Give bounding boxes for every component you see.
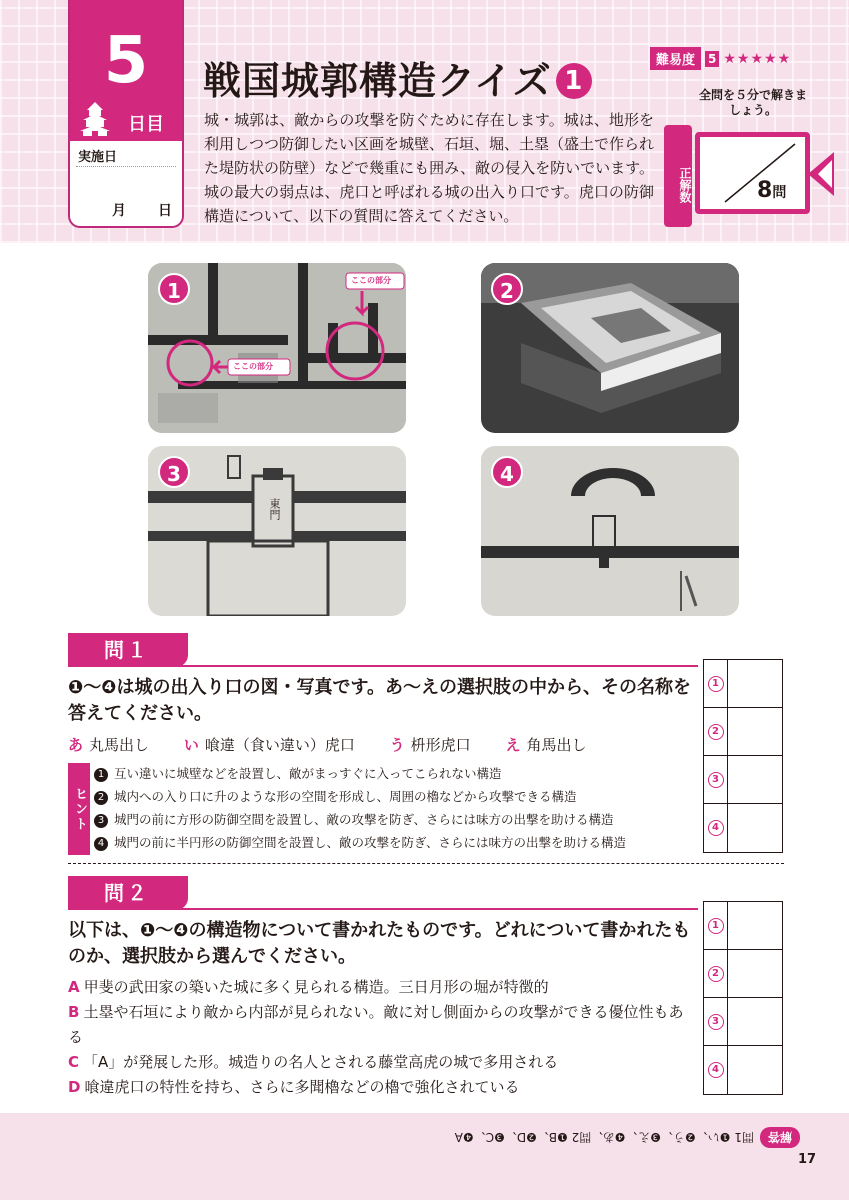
- photo-1-badge: 1: [158, 273, 190, 305]
- q1-option-i: 喰違（食い違い）虎口: [204, 736, 355, 754]
- photo-2: [481, 263, 739, 433]
- hint-item: [94, 831, 626, 854]
- q1-option-key-e: え: [505, 736, 521, 754]
- photo-2-badge: 2: [491, 273, 523, 305]
- time-note: 全問を５分で解きましょう。: [698, 88, 807, 117]
- answer-number: 2: [708, 966, 724, 982]
- difficulty-stars: ★★★★★: [723, 50, 792, 67]
- q1-tab: 問１: [68, 633, 188, 667]
- day-label: 日目: [128, 114, 164, 135]
- answer-row[interactable]: [704, 660, 782, 708]
- title-number: 1: [556, 63, 592, 99]
- answer-number: 4: [708, 1062, 724, 1078]
- month-label: 月: [112, 203, 126, 219]
- answer-row[interactable]: [704, 950, 782, 998]
- q2-option-key: A: [68, 978, 80, 996]
- q2-option-text: 甲斐の武田家の築いた城に多く見られる構造。三日月形の堀が特徴的: [83, 978, 549, 996]
- hint-text: 城門の前に方形の防御空間を設置し、敵の攻撃を防ぎ、さらには味方の出撃を助ける構造: [114, 812, 614, 827]
- hint-text: 互い違いに城壁などを設置し、敵がまっすぐに入ってこられない構造: [114, 766, 502, 781]
- photo-3-badge: 3: [158, 456, 190, 488]
- answer-row[interactable]: [704, 998, 782, 1046]
- q2-option: [68, 1000, 698, 1050]
- hint-number: 4: [94, 837, 108, 851]
- q1-options: [68, 734, 616, 755]
- answer-row[interactable]: [704, 804, 782, 852]
- q1-answer-grid: [703, 659, 783, 853]
- date-line: [76, 166, 176, 167]
- hint-text: 城内への入り口に升のような形の空間を形成し、周囲の櫓などから攻撃できる構造: [114, 789, 577, 804]
- q2-option-key: D: [68, 1078, 81, 1096]
- answer-number: 4: [708, 820, 724, 836]
- photo-1-label-b: ここの部分: [351, 276, 391, 285]
- hint-number: 3: [94, 814, 108, 828]
- section-divider: [68, 863, 784, 864]
- answer-text: 問1 ❶い、❷う、❸え、❹あ、問2 ❶B、❷D、❸C、❹A: [454, 1130, 754, 1144]
- q2-tab: 問２: [68, 876, 188, 910]
- q2-option: [68, 1050, 698, 1075]
- q2-answer-grid: [703, 901, 783, 1095]
- q2-option-key: C: [68, 1053, 80, 1071]
- score-box-pointer-inner: [818, 160, 832, 188]
- q1-option-key-u: う: [389, 736, 405, 754]
- answer-strip: [360, 1127, 800, 1148]
- correct-label: 正解数: [664, 125, 692, 227]
- answer-number: 2: [708, 724, 724, 740]
- day-number: 5: [103, 24, 149, 98]
- answer-number: 3: [708, 1014, 724, 1030]
- question-count-unit: 問: [772, 185, 787, 201]
- q1-option-e: 角馬出し: [526, 736, 587, 754]
- photo-1: [148, 263, 406, 433]
- hint-item: [94, 762, 626, 785]
- hint-list: [94, 762, 626, 854]
- q2-option-key: B: [68, 1003, 80, 1021]
- q1-text: ❶～❹は城の出入り口の図・写真です。あ～えの選択肢の中から、その名称を答えてください。: [68, 677, 692, 724]
- difficulty: [650, 47, 791, 70]
- q1-option-key-i: い: [183, 736, 199, 754]
- q1-option-u: 枡形虎口: [410, 736, 471, 754]
- answer-row[interactable]: [704, 902, 782, 950]
- answer-row[interactable]: [704, 756, 782, 804]
- question-count: [757, 178, 786, 203]
- answer-row[interactable]: [704, 1046, 782, 1094]
- castle-icon: [78, 100, 112, 136]
- difficulty-label: 難易度: [650, 47, 701, 70]
- answer-number: 3: [708, 772, 724, 788]
- q2-option-text: 土塁や石垣により敵から内部が見られない。敵に対し側面からの攻撃ができる優位性もある: [68, 1003, 684, 1046]
- page-title: [203, 50, 592, 105]
- photo-3-label: 東門: [268, 498, 281, 520]
- hint-text: 城門の前に半円形の防御空間を設置し、敵の攻撃を防ぎ、さらには味方の出撃を助ける構造: [114, 835, 627, 850]
- q1-option-a: 丸馬出し: [89, 736, 150, 754]
- hint-number: 1: [94, 768, 108, 782]
- question-count-number: 8: [757, 178, 773, 203]
- hint-item: [94, 808, 626, 831]
- q2-options: [68, 975, 698, 1100]
- title-text: 戦国城郭構造クイズ: [203, 59, 552, 103]
- photo-4-badge: 4: [491, 456, 523, 488]
- photo-4: [481, 446, 739, 616]
- q2-text: 以下は、❶～❹の構造物について書かれたものです。どれについて書かれたものか、選択肢から選んでください。: [68, 920, 691, 967]
- hint-number: 2: [94, 791, 108, 805]
- q2-option-text: 喰違虎口の特性を持ち、さらに多聞櫓などの櫓で強化されている: [84, 1078, 520, 1096]
- answer-row[interactable]: [704, 708, 782, 756]
- photo-3: [148, 446, 406, 616]
- page-number: 17: [798, 1152, 817, 1167]
- hint-label: ヒント: [68, 763, 90, 855]
- intro-text: 城・城郭は、敵からの攻撃を防ぐために存在します。城は、地形を利用しつつ防御したい区画を城壁、石垣、堀、土塁（盛土で作られた堤防状の防壁）などで幾重にも囲み、敵の侵入を防いでいます。城の最大の弱点は、虎口と呼ばれる城の出入り口です。虎口の防御構造について、以下の質問に答えてください。: [204, 111, 655, 225]
- q2-option: [68, 975, 698, 1000]
- date-label: 実施日: [78, 150, 118, 165]
- day-field-label: 日: [158, 203, 172, 219]
- q2-option: [68, 1075, 698, 1100]
- q2-option-text: 「A」が発展した形。城造りの名人とされる藤堂高虎の城で多用される: [83, 1053, 559, 1071]
- q1-option-key-a: あ: [68, 736, 84, 754]
- answer-number: 1: [708, 918, 724, 934]
- answer-label: 解答: [760, 1127, 800, 1148]
- day-box: [68, 0, 184, 228]
- photo-1-label-a: ここの部分: [233, 362, 273, 371]
- q1-line: [68, 665, 698, 667]
- hint-item: [94, 785, 626, 808]
- answer-number: 1: [708, 676, 724, 692]
- q2-line: [68, 908, 698, 910]
- difficulty-level: 5: [705, 51, 719, 67]
